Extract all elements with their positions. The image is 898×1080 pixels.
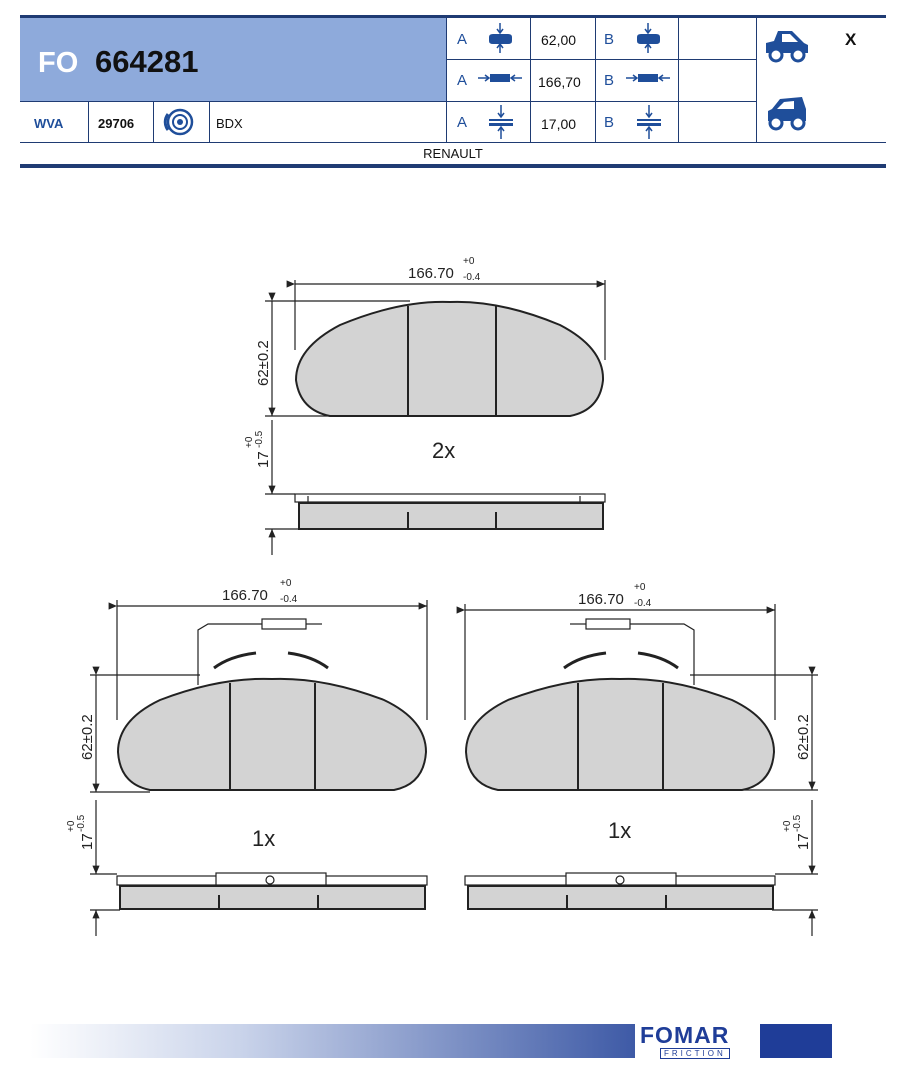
front-axle-marker: X <box>845 30 857 49</box>
thickness-dimension: 17 <box>79 833 96 850</box>
quantity-label: 1x <box>252 826 276 851</box>
width-tolerance-upper: +0 <box>463 256 475 267</box>
width-tolerance-lower: -0.4 <box>280 594 298 605</box>
thickness-tolerance-upper: +0 <box>782 820 793 832</box>
dim-b-label: B <box>604 72 615 89</box>
width-dimension: 166.70 <box>222 587 268 604</box>
pad-left-view <box>66 578 427 936</box>
brand-logo: FOMAR <box>640 1022 730 1048</box>
footer-gradient-bar <box>30 1024 635 1058</box>
thickness-tolerance-upper: +0 <box>66 820 77 832</box>
footer-accent-block <box>760 1024 832 1058</box>
quantity-label: 1x <box>608 818 632 843</box>
pad-right-view <box>465 582 818 936</box>
width-tolerance-lower: -0.4 <box>634 598 652 609</box>
width-dimension: 166.70 <box>408 265 454 282</box>
thickness-tolerance-upper: +0 <box>244 436 255 448</box>
dim-b-label: B <box>604 114 615 131</box>
wva-label: WVA <box>34 116 64 131</box>
dim-value-height: 62,00 <box>541 32 577 48</box>
product-prefix: FO <box>38 47 79 79</box>
height-dimension: 62±0.2 <box>79 714 96 760</box>
vehicle-make: RENAULT <box>423 146 483 161</box>
wva-number: 29706 <box>98 116 135 131</box>
thickness-dimension: 17 <box>795 833 812 850</box>
dim-b-label: B <box>604 31 615 48</box>
width-tolerance-upper: +0 <box>634 582 646 593</box>
thickness-tolerance-lower: -0.5 <box>254 430 265 448</box>
dim-value-width: 166,70 <box>538 74 581 90</box>
brake-system: BDX <box>216 116 243 131</box>
quantity-label: 2x <box>432 438 456 463</box>
dim-value-thickness: 17,00 <box>541 116 577 132</box>
dim-a-label: A <box>457 31 468 48</box>
product-number: 664281 <box>95 44 199 79</box>
height-dimension: 62±0.2 <box>795 714 812 760</box>
brand-tagline: FRICTION <box>660 1048 730 1059</box>
dim-a-label: A <box>457 114 468 131</box>
pad-top-view <box>244 256 605 555</box>
height-dimension: 62±0.2 <box>255 340 272 386</box>
width-tolerance-lower: -0.4 <box>463 272 481 283</box>
thickness-tolerance-lower: -0.5 <box>792 814 803 832</box>
width-dimension: 166.70 <box>578 591 624 608</box>
dim-a-label: A <box>457 72 468 89</box>
thickness-tolerance-lower: -0.5 <box>76 814 87 832</box>
width-tolerance-upper: +0 <box>280 578 292 589</box>
thickness-dimension: 17 <box>255 451 272 468</box>
